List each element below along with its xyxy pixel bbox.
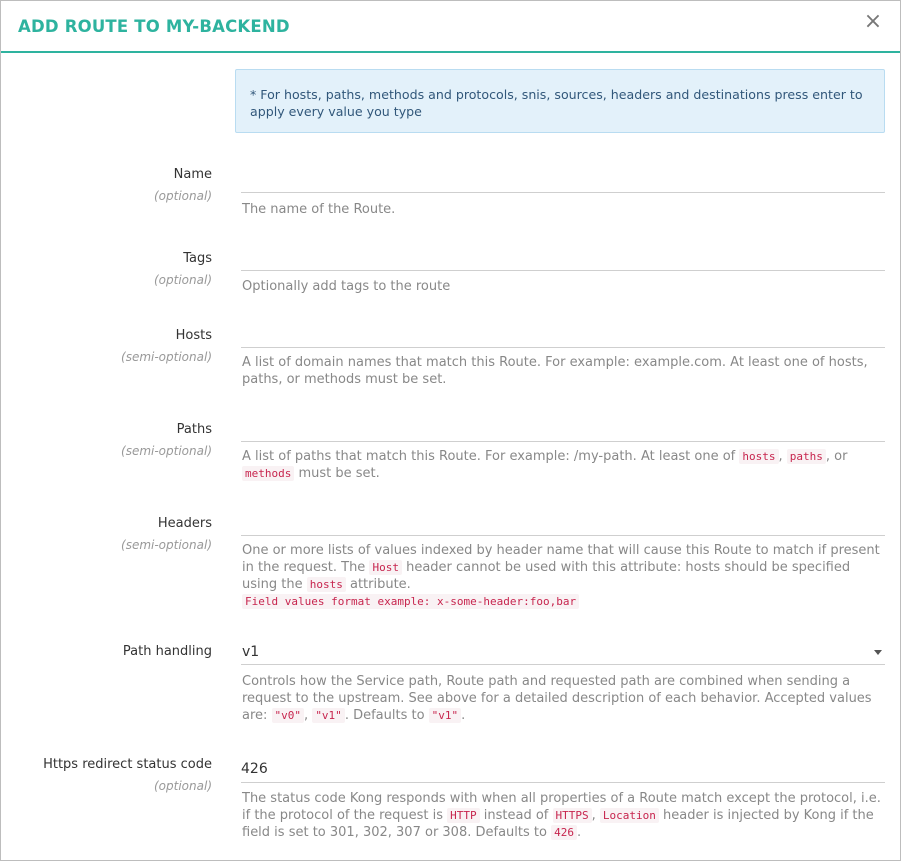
code-http: HTTP bbox=[447, 808, 480, 823]
modal-title: ADD ROUTE TO MY-BACKEND bbox=[18, 17, 290, 36]
code-default-426: 426 bbox=[551, 825, 577, 840]
hosts-help: A list of domain names that match this Route. For example: example.com. At least one of hosts, paths, or methods must be set. bbox=[242, 355, 868, 387]
tags-label: Tags bbox=[183, 251, 212, 266]
hosts-input[interactable] bbox=[241, 326, 885, 348]
caret-down-icon bbox=[874, 650, 882, 655]
code-hosts: hosts bbox=[307, 577, 346, 592]
select-underline bbox=[241, 664, 885, 665]
https-redirect-label: Https redirect status code bbox=[43, 757, 212, 772]
paths-input[interactable] bbox=[241, 420, 885, 442]
tags-input[interactable] bbox=[241, 249, 885, 271]
headers-format-example: Field values format example: x-some-header:foo,bar bbox=[242, 594, 579, 609]
code-methods: methods bbox=[242, 466, 294, 481]
code-v0: "v0" bbox=[272, 708, 305, 723]
path-handling-help: Controls how the Service path, Route path and requested path are combined when sending a request to the upstream. See above for a detailed description of each behavior. Accepted values are: "v0" , "v1" . Defaults to "v1" . bbox=[242, 674, 872, 723]
hosts-label: Hosts bbox=[175, 328, 212, 343]
close-icon[interactable]: × bbox=[863, 9, 883, 34]
paths-semi-optional-label: (semi-optional) bbox=[121, 444, 212, 458]
paths-label: Paths bbox=[176, 422, 212, 437]
https-redirect-input[interactable] bbox=[241, 755, 885, 783]
paths-help: A list of paths that match this Route. For example: /my-path. At least one of hosts , paths , or methods must be set. bbox=[242, 449, 848, 481]
code-host: Host bbox=[369, 560, 402, 575]
info-alert: * For hosts, paths, methods and protocols, snis, sources, headers and destinations press enter to apply every value you type bbox=[235, 69, 885, 133]
headers-help: One or more lists of values indexed by header name that will cause this Route to match if present in the request. The Host header cannot be used with this attribute: hosts should be specified using the hosts attribute. Field values format example: x-some-header:foo,bar bbox=[242, 543, 880, 608]
https-redirect-optional-label: (optional) bbox=[154, 779, 212, 793]
headers-label: Headers bbox=[157, 516, 212, 531]
path-handling-label: Path handling bbox=[122, 644, 212, 659]
code-location: Location bbox=[600, 808, 659, 823]
code-v1: "v1" bbox=[312, 708, 345, 723]
code-default-v1: "v1" bbox=[429, 708, 462, 723]
https-redirect-help: The status code Kong responds with when all properties of a Route match except the protocol, i.e. if the protocol of the request is HTTP instead of HTTPS , Location header is injected by Kong if the field is set to 301, 302, 307 or 308. Defaults to 426 . bbox=[242, 791, 881, 840]
name-label: Name bbox=[173, 167, 212, 182]
name-help: The name of the Route. bbox=[242, 202, 396, 217]
name-optional-label: (optional) bbox=[154, 189, 212, 203]
code-paths: paths bbox=[787, 449, 826, 464]
path-handling-value: v1 bbox=[242, 644, 260, 660]
headers-input[interactable] bbox=[241, 514, 885, 536]
code-hosts: hosts bbox=[739, 449, 778, 464]
tags-help: Optionally add tags to the route bbox=[242, 279, 451, 294]
code-https: HTTPS bbox=[553, 808, 592, 823]
headers-semi-optional-label: (semi-optional) bbox=[121, 538, 212, 552]
modal-header bbox=[1, 1, 900, 53]
hosts-semi-optional-label: (semi-optional) bbox=[121, 350, 212, 364]
name-input[interactable] bbox=[241, 171, 885, 193]
tags-optional-label: (optional) bbox=[154, 273, 212, 287]
